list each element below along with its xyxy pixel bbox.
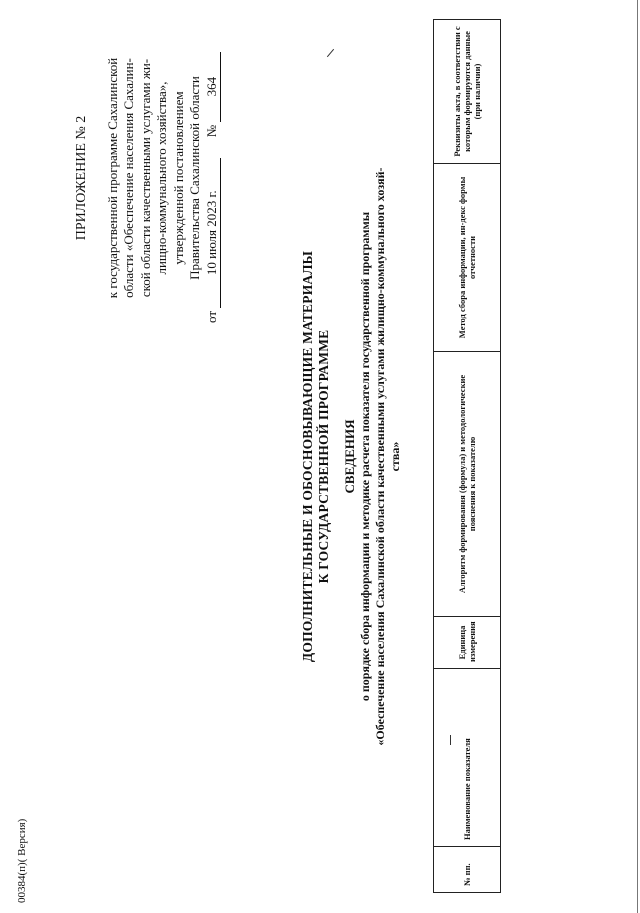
header-unit: Единица измерения [434, 617, 501, 669]
header-algorithm: Алгоритм формирования (формула) и методологические пояснения к показателю [434, 352, 501, 617]
appendix-line: области «Обеспечение населения Сахалин- [121, 58, 136, 298]
header-indicator-name: Наименование показателя [434, 669, 501, 847]
header-collection-method: Метод сбора информации, ин-декс формы отчетности [434, 164, 501, 352]
subtitle-line1: о порядке сбора информации и методике расчета показателя государственной программы [358, 211, 372, 702]
header-act-details: Реквизиты акта, в соответствии с которым формируются данные (при наличии) [434, 20, 501, 164]
appendix-line: ской области качественными услугами жи- [137, 58, 153, 298]
subtitle-line3: ства» [388, 441, 402, 472]
appendix-line: к государственной программе Сахалинской [104, 57, 120, 299]
table-header-row [434, 20, 501, 893]
number-value: 364 [204, 52, 222, 122]
header-number: № пп. [434, 847, 501, 893]
scan-edge-line [637, 0, 638, 913]
date-prefix: от [203, 310, 219, 323]
number-prefix: № [203, 124, 219, 138]
footer-document-code: 00384(п)( Версия) [16, 818, 28, 903]
appendix-line: утвержденной постановлением [170, 91, 186, 265]
appendix-block [74, 33, 221, 323]
document-titles [300, 0, 403, 913]
scan-mark [450, 735, 451, 745]
appendix-line: Правительства Сахалинской области [187, 76, 202, 280]
main-title-line2: К ГОСУДАРСТВЕННОЙ ПРОГРАММЕ [316, 329, 331, 584]
appendix-heading: ПРИЛОЖЕНИЕ № 2 [74, 115, 89, 241]
svedeniya-heading: СВЕДЕНИЯ [342, 419, 357, 494]
date-value: 10 июля 2023 г. [204, 158, 222, 308]
indicator-table [433, 20, 501, 893]
subtitle-line2: «Обеспечение населения Сахалинской области качественными услугами жилищно-коммунального хозяй- [373, 167, 387, 746]
appendix-line: лищно-коммунального хозяйства», [154, 81, 169, 275]
appendix-date-line [204, 33, 222, 323]
main-title-line1: ДОПОЛНИТЕЛЬНЫЕ И ОБОСНОВЫВАЮЩИЕ МАТЕРИАЛЫ [300, 250, 315, 663]
